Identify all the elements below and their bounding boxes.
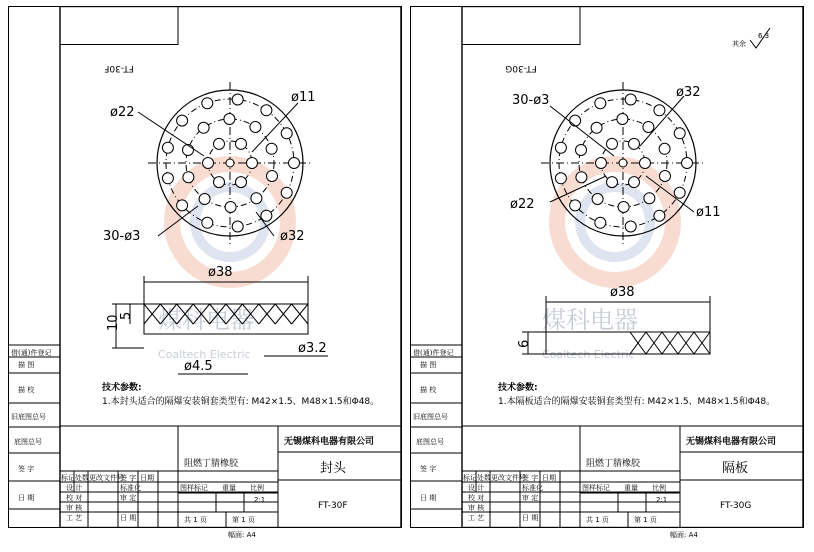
hole — [236, 138, 247, 149]
hole — [267, 171, 278, 182]
code-box-text: FT-30F — [104, 63, 134, 73]
hole — [591, 122, 602, 133]
side-table — [410, 345, 462, 509]
side-table — [8, 345, 60, 509]
side-label-date: 日 期 — [18, 494, 35, 502]
role-design: 设 计 — [468, 484, 485, 492]
hole — [629, 138, 640, 149]
side-label-check: 描 校 — [18, 386, 35, 394]
hole — [214, 177, 225, 188]
stage-scale: 比例 — [652, 484, 666, 492]
hole — [281, 128, 292, 139]
hole — [607, 138, 618, 149]
part-code: FT-30G — [720, 501, 752, 511]
hole — [162, 173, 173, 184]
mid-approve: 审 定 — [120, 494, 137, 502]
side-label-check: 描 校 — [420, 386, 437, 394]
side-label-borrow: 借(通)件登记 — [413, 349, 454, 357]
hole — [250, 122, 261, 133]
notes-text: 1.本隔板适合的隔爆安装铜套类型有: M42×1.5、M48×1.5和Φ48。 — [498, 397, 776, 407]
dim-32: ø3.2 — [298, 341, 327, 356]
role-review: 审 核 — [66, 504, 83, 512]
rev-mark: 标记 — [61, 474, 75, 482]
stage-scale: 比例 — [250, 484, 264, 492]
hole — [225, 202, 236, 213]
hole — [199, 194, 210, 205]
side-label-base-no: 底图总号 — [416, 438, 444, 446]
stage-mark: 图样标记 — [582, 484, 610, 492]
drawing-sheet-right — [410, 6, 804, 539]
watermark-en: Coaltech Electric — [542, 348, 635, 361]
hole — [281, 187, 292, 198]
part-name: 封头 — [320, 461, 347, 476]
hatch-pattern — [630, 332, 710, 354]
rev-sign: 签 字 — [522, 474, 539, 482]
hole — [595, 217, 606, 228]
rev-count: 处数 — [75, 474, 89, 482]
dim-holes: 30-ø3 — [103, 229, 141, 244]
dim-d22: ø22 — [510, 197, 535, 212]
hole — [576, 172, 587, 183]
role-process: 工 艺 — [468, 514, 485, 522]
role-check: 校 对 — [468, 494, 485, 502]
sheets-total: 共 1 页 — [586, 516, 609, 524]
dim-d32: ø32 — [280, 229, 305, 244]
notes-text: 1.本封头适合的隔爆安装铜套类型有: M42×1.5、M48×1.5和Φ48。 — [102, 397, 380, 407]
sheet-no: 第 1 页 — [232, 516, 255, 524]
dim-d32: ø32 — [676, 85, 701, 100]
hole — [266, 143, 277, 154]
hole — [162, 142, 173, 153]
dim-d11: ø11 — [696, 205, 721, 220]
hole — [625, 94, 636, 105]
hole — [555, 142, 566, 153]
material: 阻燃丁腈橡胶 — [184, 459, 239, 469]
hole — [640, 158, 651, 169]
hole — [618, 202, 629, 213]
hole — [247, 158, 258, 169]
rev-count: 处数 — [477, 474, 491, 482]
side-label-borrow: 借(通)件登记 — [11, 349, 52, 357]
hole — [177, 115, 188, 126]
hole — [224, 114, 235, 125]
hole — [643, 122, 654, 133]
notes-title: 技术参数: — [498, 383, 538, 393]
dim-holes: 30-ø3 — [512, 93, 550, 108]
hole — [183, 145, 194, 156]
watermark-en: Coaltech Electric — [158, 348, 251, 361]
hole — [232, 94, 243, 105]
hole — [644, 193, 655, 204]
mid-approve: 审 定 — [522, 494, 539, 502]
dim-d11: ø11 — [291, 90, 316, 105]
role-check: 校 对 — [66, 494, 83, 502]
hole — [674, 187, 685, 198]
mid-date: 日 期 — [120, 514, 137, 522]
mid-std: 标准化 — [120, 484, 141, 492]
hole — [654, 105, 665, 116]
hole — [659, 143, 670, 154]
dim-38: ø38 — [208, 265, 233, 280]
watermark-cn: 煤科电器 — [542, 306, 638, 334]
hole — [629, 177, 640, 188]
roughness-label: 其余 — [732, 40, 746, 48]
hole — [261, 210, 272, 221]
part-name: 隔板 — [722, 461, 749, 476]
sheet-right-svg — [410, 6, 804, 528]
dim-10: 10 — [106, 314, 121, 331]
hole — [570, 200, 581, 211]
rev-mark: 标记 — [463, 474, 477, 482]
hole — [674, 128, 685, 139]
role-review: 审 核 — [468, 504, 485, 512]
rev-date: 日期 — [542, 474, 556, 482]
hole — [202, 98, 213, 109]
notes-title: 技术参数: — [102, 383, 142, 393]
hole — [682, 158, 693, 169]
role-process: 工 艺 — [66, 514, 83, 522]
side-label-date: 日 期 — [420, 494, 437, 502]
hole — [555, 173, 566, 184]
side-label-old-no: 旧底图总号 — [11, 413, 46, 421]
hole — [198, 122, 209, 133]
company: 无锡煤科电器有限公司 — [686, 437, 777, 447]
drawing-sheet-left — [8, 6, 402, 539]
rev-sign: 签 字 — [120, 474, 137, 482]
side-label-trace: 描 图 — [420, 361, 437, 369]
hole — [654, 210, 665, 221]
sheet-left-svg — [8, 6, 402, 528]
format-label: 幅面: A4 — [670, 531, 698, 539]
hole — [202, 217, 213, 228]
hole — [177, 200, 188, 211]
scale-value: 2:1 — [254, 496, 266, 504]
hole — [183, 172, 194, 183]
side-label-sign: 签 字 — [420, 465, 437, 473]
side-label-base-no: 底图总号 — [14, 438, 42, 446]
hole — [619, 159, 627, 167]
hole — [625, 221, 636, 232]
rev-date: 日期 — [140, 474, 154, 482]
part-code: FT-30F — [318, 501, 348, 511]
hole — [236, 177, 247, 188]
sheet-no: 第 1 页 — [634, 516, 657, 524]
scale-value: 2:1 — [656, 496, 668, 504]
hole — [660, 171, 671, 182]
stage-weight: 重量 — [222, 484, 236, 492]
hole — [596, 158, 607, 169]
code-box-text: FT-30G — [505, 63, 537, 73]
hole — [261, 105, 272, 116]
mid-std: 标准化 — [522, 484, 543, 492]
stage-weight: 重量 — [624, 484, 638, 492]
hole — [595, 98, 606, 109]
role-design: 设 计 — [66, 484, 83, 492]
material: 阻燃丁腈橡胶 — [586, 459, 641, 469]
dim-45: ø4.5 — [184, 359, 213, 374]
code-box — [60, 7, 178, 45]
dim-38: ø38 — [610, 285, 635, 300]
rev-doc: 更改文件号 — [491, 474, 526, 482]
dim-6: 6 — [517, 339, 532, 348]
sheets-total: 共 1 页 — [184, 516, 207, 524]
dim-5: 5 — [119, 311, 134, 320]
side-label-trace: 描 图 — [18, 361, 35, 369]
code-box — [462, 7, 580, 45]
watermark-cn: 煤科电器 — [158, 306, 254, 334]
rev-doc: 更改文件号 — [89, 474, 124, 482]
dim-d22: ø22 — [110, 105, 135, 120]
hole — [214, 138, 225, 149]
format-label: 幅面: A4 — [228, 531, 256, 539]
hole — [592, 194, 603, 205]
stage-mark: 图样标记 — [180, 484, 208, 492]
hole — [251, 193, 262, 204]
company: 无锡煤科电器有限公司 — [284, 437, 375, 447]
mid-date: 日 期 — [522, 514, 539, 522]
hole — [607, 177, 618, 188]
side-label-sign: 签 字 — [18, 465, 35, 473]
hole — [570, 115, 581, 126]
hole — [617, 114, 628, 125]
hole — [289, 158, 300, 169]
hole — [226, 159, 234, 167]
hole — [203, 158, 214, 169]
hole — [576, 145, 587, 156]
side-label-old-no: 旧底图总号 — [413, 413, 448, 421]
hole — [232, 221, 243, 232]
roughness-value: 6.3 — [758, 32, 770, 40]
